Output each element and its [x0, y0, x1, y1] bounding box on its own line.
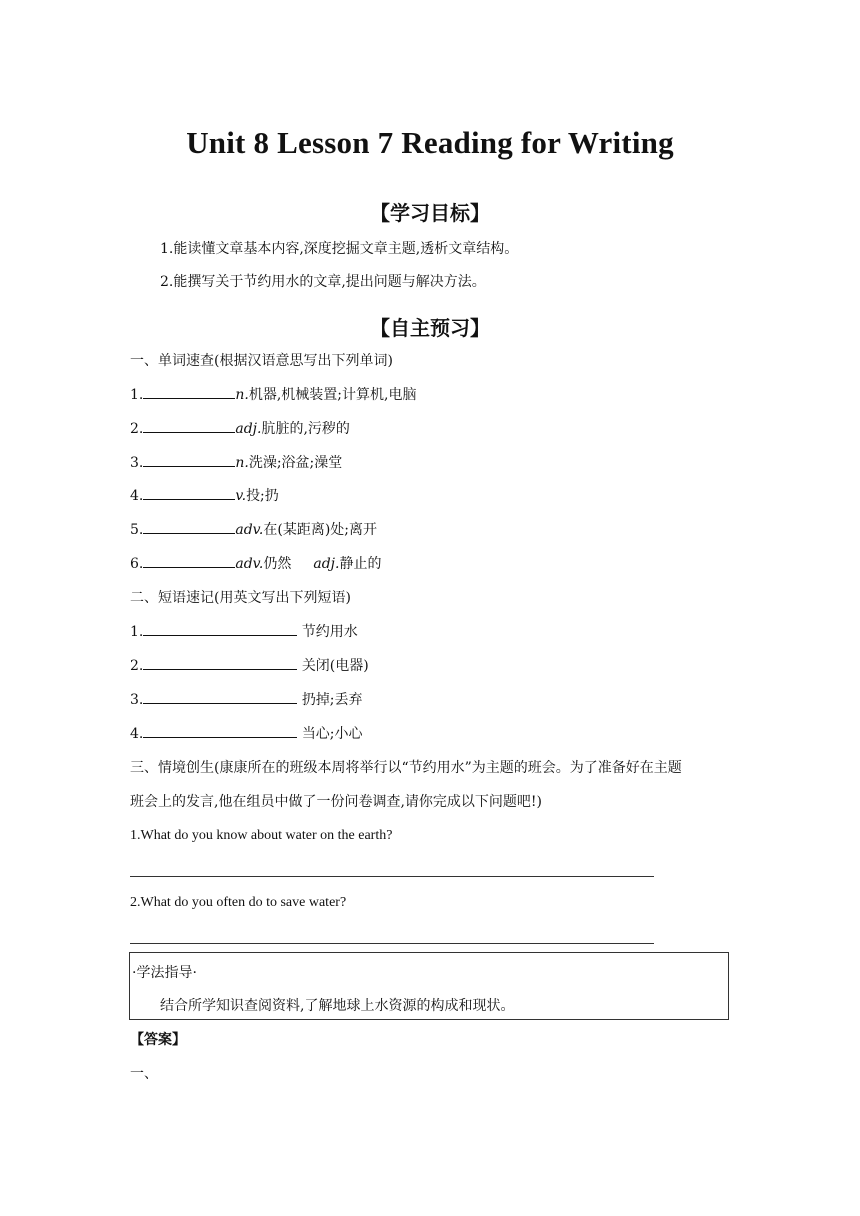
- word-item-number: 6.: [130, 556, 144, 572]
- word-blank[interactable]: [143, 487, 235, 500]
- word-item-number: 5.: [130, 522, 144, 538]
- word-item-meaning: 投;扔: [246, 488, 279, 504]
- question-1: 1.What do you know about water on the earth?: [130, 828, 393, 843]
- phrase-item-meaning: 节约用水: [301, 624, 358, 640]
- answer-heading: 【答案】: [130, 1032, 186, 1048]
- part3-title-line2: 班会上的发言,他在组员中做了一份问卷调查,请你完成以下问题吧!): [130, 794, 542, 810]
- word-blank[interactable]: [143, 521, 235, 534]
- phrase-item-meaning: 关闭(电器): [301, 658, 369, 674]
- part3-title-line1: 三、情境创生(康康所在的班级本周将举行以“节约用水”为主题的班会。为了准备好在主题: [130, 760, 682, 776]
- word-item-number: 4.: [130, 488, 144, 504]
- phrase-item-number: 2.: [130, 658, 144, 674]
- word-item-meaning: 洗澡;浴盆;澡堂: [248, 455, 343, 471]
- word-item-meaning: 静止的: [339, 556, 382, 572]
- word-item: [130, 419, 350, 439]
- phrase-blank[interactable]: [143, 691, 297, 704]
- question-2: 2.What do you often do to save water?: [130, 895, 347, 910]
- phrase-item-number: 4.: [130, 726, 144, 742]
- word-item-number: 2.: [130, 421, 144, 437]
- phrase-item-number: 3.: [130, 692, 144, 708]
- learning-goals-heading: 【学习目标】: [370, 201, 490, 225]
- goal-item: 2.能撰写关于节约用水的文章,提出问题与解决方法。: [160, 274, 486, 290]
- phrase-item-meaning: 扔掉;丢弃: [301, 692, 363, 708]
- phrase-item: [130, 690, 363, 710]
- answer-section-1: 一、: [130, 1066, 158, 1082]
- study-tip-text: 结合所学知识查阅资料,了解地球上水资源的构成和现状。: [160, 998, 515, 1014]
- phrase-blank[interactable]: [143, 657, 297, 670]
- word-blank[interactable]: [143, 386, 235, 399]
- word-item-pos: adv.: [235, 522, 264, 538]
- answer-line-1[interactable]: [130, 876, 654, 877]
- word-item-pos: adj.: [313, 556, 340, 572]
- phrase-item-meaning: 当心;小心: [301, 726, 363, 742]
- word-blank[interactable]: [143, 555, 235, 568]
- word-item-meaning: 仍然: [263, 556, 292, 572]
- phrase-item: [130, 656, 369, 676]
- phrase-blank[interactable]: [143, 725, 297, 738]
- word-item: [130, 486, 279, 506]
- answer-line-2[interactable]: [130, 943, 654, 944]
- word-item-meaning: 肮脏的,污秽的: [261, 421, 350, 437]
- word-item-pos: n.: [235, 455, 249, 471]
- goal-item: 1.能读懂文章基本内容,深度挖掘文章主题,透析文章结构。: [160, 241, 519, 257]
- study-tip-label: ·学法指导·: [132, 965, 197, 981]
- word-item: [130, 520, 377, 540]
- word-item-pos: v.: [235, 488, 247, 504]
- phrase-blank[interactable]: [143, 623, 297, 636]
- word-item-meaning: 机器,机械装置;计算机,电脑: [248, 387, 417, 403]
- self-preview-heading: 【自主预习】: [370, 316, 490, 340]
- word-item: [130, 385, 416, 405]
- study-tip-box: [129, 952, 729, 1020]
- word-item-pos: adj.: [235, 421, 262, 437]
- word-item-number: 3.: [130, 455, 144, 471]
- phrase-item-number: 1.: [130, 624, 144, 640]
- word-item-number: 1.: [130, 387, 144, 403]
- phrase-item: [130, 622, 358, 642]
- part1-title: 一、单词速查(根据汉语意思写出下列单词): [130, 353, 393, 369]
- word-item-meaning: 在(某距离)处;离开: [263, 522, 378, 538]
- word-item: [130, 554, 381, 574]
- word-item-pos: adv.: [235, 556, 264, 572]
- word-item-pos: n.: [235, 387, 249, 403]
- page-title: Unit 8 Lesson 7 Reading for Writing: [186, 125, 674, 160]
- word-item: [130, 453, 342, 473]
- part2-title: 二、短语速记(用英文写出下列短语): [130, 590, 351, 606]
- word-blank[interactable]: [143, 454, 235, 467]
- phrase-item: [130, 724, 363, 744]
- word-blank[interactable]: [143, 420, 235, 433]
